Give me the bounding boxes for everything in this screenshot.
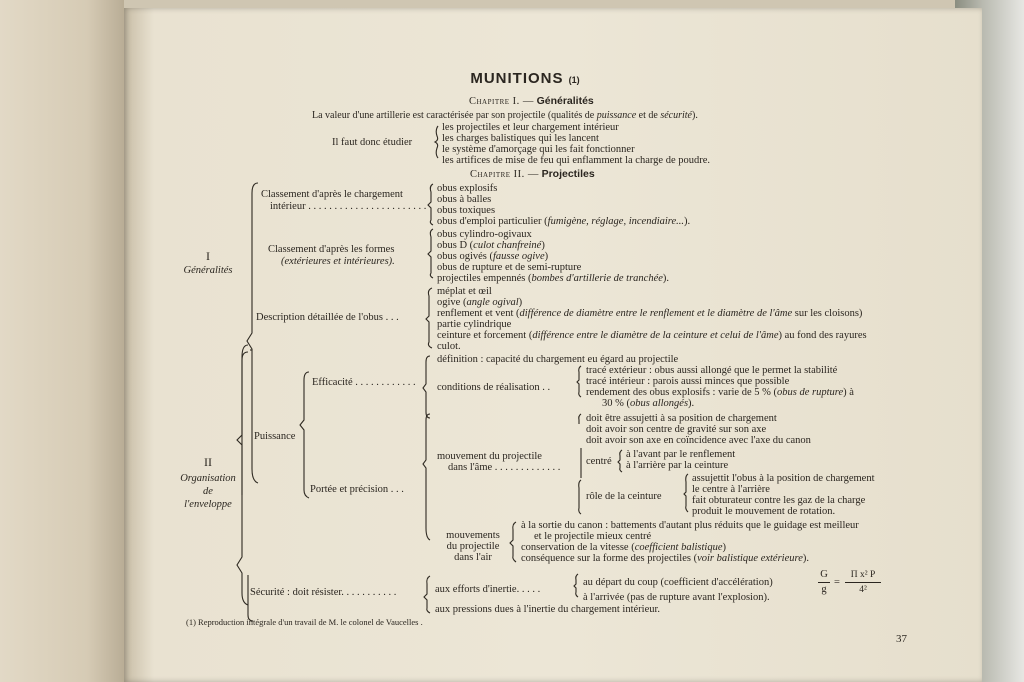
centre-label: centré (586, 456, 612, 467)
text: projectiles empennés ( (437, 273, 532, 284)
text: ). (684, 216, 691, 227)
text: ) à (843, 387, 854, 398)
chapter-1-label: Chapitre I. — (469, 96, 534, 107)
chapter-1-heading (469, 95, 594, 108)
study-label: Il faut donc étudier (332, 137, 413, 148)
text-italic: coefficient balistique (634, 542, 723, 553)
formula-g-upper: G (820, 569, 828, 580)
text: ). (802, 553, 809, 564)
study-item-2: les charges balistiques qui les lancent (442, 133, 599, 144)
formula-denominator: 4² (859, 585, 867, 595)
text: obus ogivés ( (437, 251, 493, 262)
text-italic: fumigène, réglage, incendiaire... (547, 216, 685, 227)
intro-pre: La valeur d'une artillerie est caractérisée par son projectile (qualités de (312, 110, 597, 121)
projectiles-empennes (437, 273, 669, 285)
trace-interieur: tracé intérieur : parois aussi minces que possible (586, 376, 790, 387)
text-italic: obus de rupture (777, 387, 844, 398)
text: obus D ( (437, 240, 474, 251)
section-2-name-2: de (203, 486, 213, 497)
text: ) (722, 542, 726, 553)
section-2-number: II (204, 455, 212, 469)
text-italic: culot chanfreiné (473, 240, 542, 251)
formula-rule-left (818, 582, 830, 583)
title-note: (1) (568, 75, 580, 85)
text: ) (544, 251, 549, 262)
centre-avant: à l'avant par le renflement (626, 449, 736, 460)
desc-partie-cylindrique: partie cylindrique (437, 319, 512, 330)
text: ). (688, 398, 695, 409)
study-item-3: le système d'amorçage qui les fait fonctionner (442, 144, 635, 155)
desc-ceinture (437, 330, 867, 342)
text: conservation de la vitesse ( (521, 542, 635, 553)
intro-post: ). (691, 110, 698, 121)
inertie-depart: au départ du coup (coefficient d'accélération) (583, 577, 773, 588)
pressions-inertie: aux pressions dues à l'inertie du chargement intérieur. (435, 604, 661, 615)
text-italic: voir balistique extérieure (697, 553, 803, 564)
text-italic: différence entre le diamètre de la ceinture et celui de l'âme (532, 330, 779, 341)
portee-precision-label: Portée et précision . . . (310, 484, 404, 495)
text: sur les cloisons) (792, 308, 863, 319)
text: ) (541, 240, 545, 251)
text: conséquence sur la forme des projectiles ( (521, 553, 698, 564)
role-ceinture-label: rôle de la ceinture (586, 491, 662, 502)
mouvements-air-label-2: du projectile (446, 541, 500, 552)
formula-g-lower: g (821, 584, 827, 595)
air-centre: et le projectile mieux centré (534, 531, 652, 542)
classement-chargement-label-2: intérieur . . . . . . . . . . . . . . . . . . . . . . . (270, 201, 427, 212)
mouvements-air-label-1: mouvements (446, 530, 500, 541)
text: rendement des obus explosifs : varie de 5 % ( (586, 387, 777, 398)
study-item-4: les artifices de mise de feu qui enflamment la charge de poudre. (442, 155, 711, 166)
efforts-inertie-label: aux efforts d'inertie. . . . . (435, 584, 541, 595)
text: ) (518, 297, 523, 308)
text: ). (662, 273, 670, 284)
text: ceinture et forcement ( (437, 330, 533, 341)
formula-numerator: Π x² P (850, 570, 876, 580)
section-1-number: I (206, 249, 210, 263)
mvt-axe: doit avoir son axe en coïncidence avec l'axe du canon (586, 435, 811, 446)
desc-meplat: méplat et œil (437, 286, 492, 297)
intro-mid: et de (636, 110, 661, 121)
page-title (440, 70, 610, 87)
efficacite-definition: définition : capacité du chargement eu égard au projectile (437, 354, 679, 365)
text: ) au fond des rayures (778, 330, 867, 341)
air-consequence (521, 553, 809, 565)
mouvement-ame-label-2: dans l'âme . . . . . . . . . . . . . (448, 462, 561, 473)
section-2-name-1: Organisation (180, 473, 236, 484)
text: 30 % ( (602, 398, 630, 409)
section-2-name-3: l'enveloppe (184, 499, 232, 510)
conditions-realisation-label: conditions de réalisation . . (437, 382, 551, 393)
classement-formes-label-1: Classement d'après les formes (268, 244, 395, 255)
chapter-2-label: Chapitre II. — (470, 169, 539, 180)
trace-exterieur: tracé extérieur : obus aussi allongé que le permet la stabilité (586, 365, 838, 376)
text: renflement et vent ( (437, 308, 520, 319)
chapter-2-name: Projectiles (541, 168, 595, 180)
classement-chargement-label-1: Classement d'après le chargement (261, 189, 403, 200)
rendement-obus-2 (602, 398, 694, 410)
air-sortie-canon: à la sortie du canon : battements d'autant plus réduits que le guidage est meilleur (521, 520, 859, 531)
text: obus d'emploi particulier ( (437, 216, 548, 227)
obus-rupture: obus de rupture et de semi-rupture (437, 262, 582, 273)
text-italic: obus allongés (630, 398, 689, 409)
efficacite-label: Efficacité . . . . . . . . . . . . (312, 377, 416, 388)
obus-explosifs: obus explosifs (437, 183, 498, 194)
role-rotation: produit le mouvement de rotation. (692, 506, 836, 517)
study-item-1: les projectiles et leur chargement intérieur (442, 122, 619, 133)
formula-equals: = (834, 577, 840, 588)
obus-emploi-particulier (437, 216, 690, 228)
role-assujettit: assujettit l'obus à la position de chargement (692, 473, 875, 484)
obus-a-balles: obus à balles (437, 194, 492, 205)
role-centre: le centre à l'arrière (692, 484, 770, 495)
text-italic: bombes d'artillerie de tranchée (531, 273, 663, 284)
mvt-centre-gravite: doit avoir son centre de gravité sur son axe (586, 424, 767, 435)
text-italic: angle ogival (466, 297, 519, 308)
intro-sentence (312, 110, 698, 122)
classement-formes-label-2: (extérieures et intérieures). (281, 256, 395, 267)
mvt-assujetti: doit être assujetti à sa position de chargement (586, 413, 777, 424)
formula-rule-right (845, 582, 881, 583)
obus-toxiques: obus toxiques (437, 205, 496, 216)
page-number: 37 (896, 633, 907, 645)
role-obturateur: fait obturateur contre les gaz de la charge (692, 495, 866, 506)
securite-label: Sécurité : doit résister. . . . . . . . . . . (250, 587, 397, 598)
chapter-1-name: Généralités (536, 95, 594, 107)
desc-culot: culot. (437, 341, 461, 352)
puissance-label: Puissance (254, 431, 296, 442)
chapter-2-heading (470, 168, 595, 181)
section-1-name: Généralités (183, 265, 233, 276)
centre-arriere: à l'arrière par la ceinture (626, 460, 729, 471)
text-italic: différence de diamètre entre le renflement et le diamètre de l'âme (519, 308, 793, 319)
intro-word-puissance: puissance (596, 110, 637, 121)
text: ogive ( (437, 297, 467, 308)
text-italic: fausse ogive (493, 251, 545, 262)
title-text: MUNITIONS (470, 70, 564, 87)
inertie-arrivee: à l'arrivée (pas de rupture avant l'explosion). (583, 592, 770, 603)
mouvement-ame-label-1: mouvement du projectile (437, 451, 542, 462)
obus-cylindro-ogivaux: obus cylindro-ogivaux (437, 229, 532, 240)
intro-word-securite: sécurité (660, 110, 692, 121)
footnote: (1) Reproduction intégrale d'un travail de M. le colonel de Vaucelles . (186, 617, 423, 627)
description-label: Description détaillée de l'obus . . . (256, 312, 399, 323)
mouvements-air-label-3: dans l'air (454, 552, 492, 563)
